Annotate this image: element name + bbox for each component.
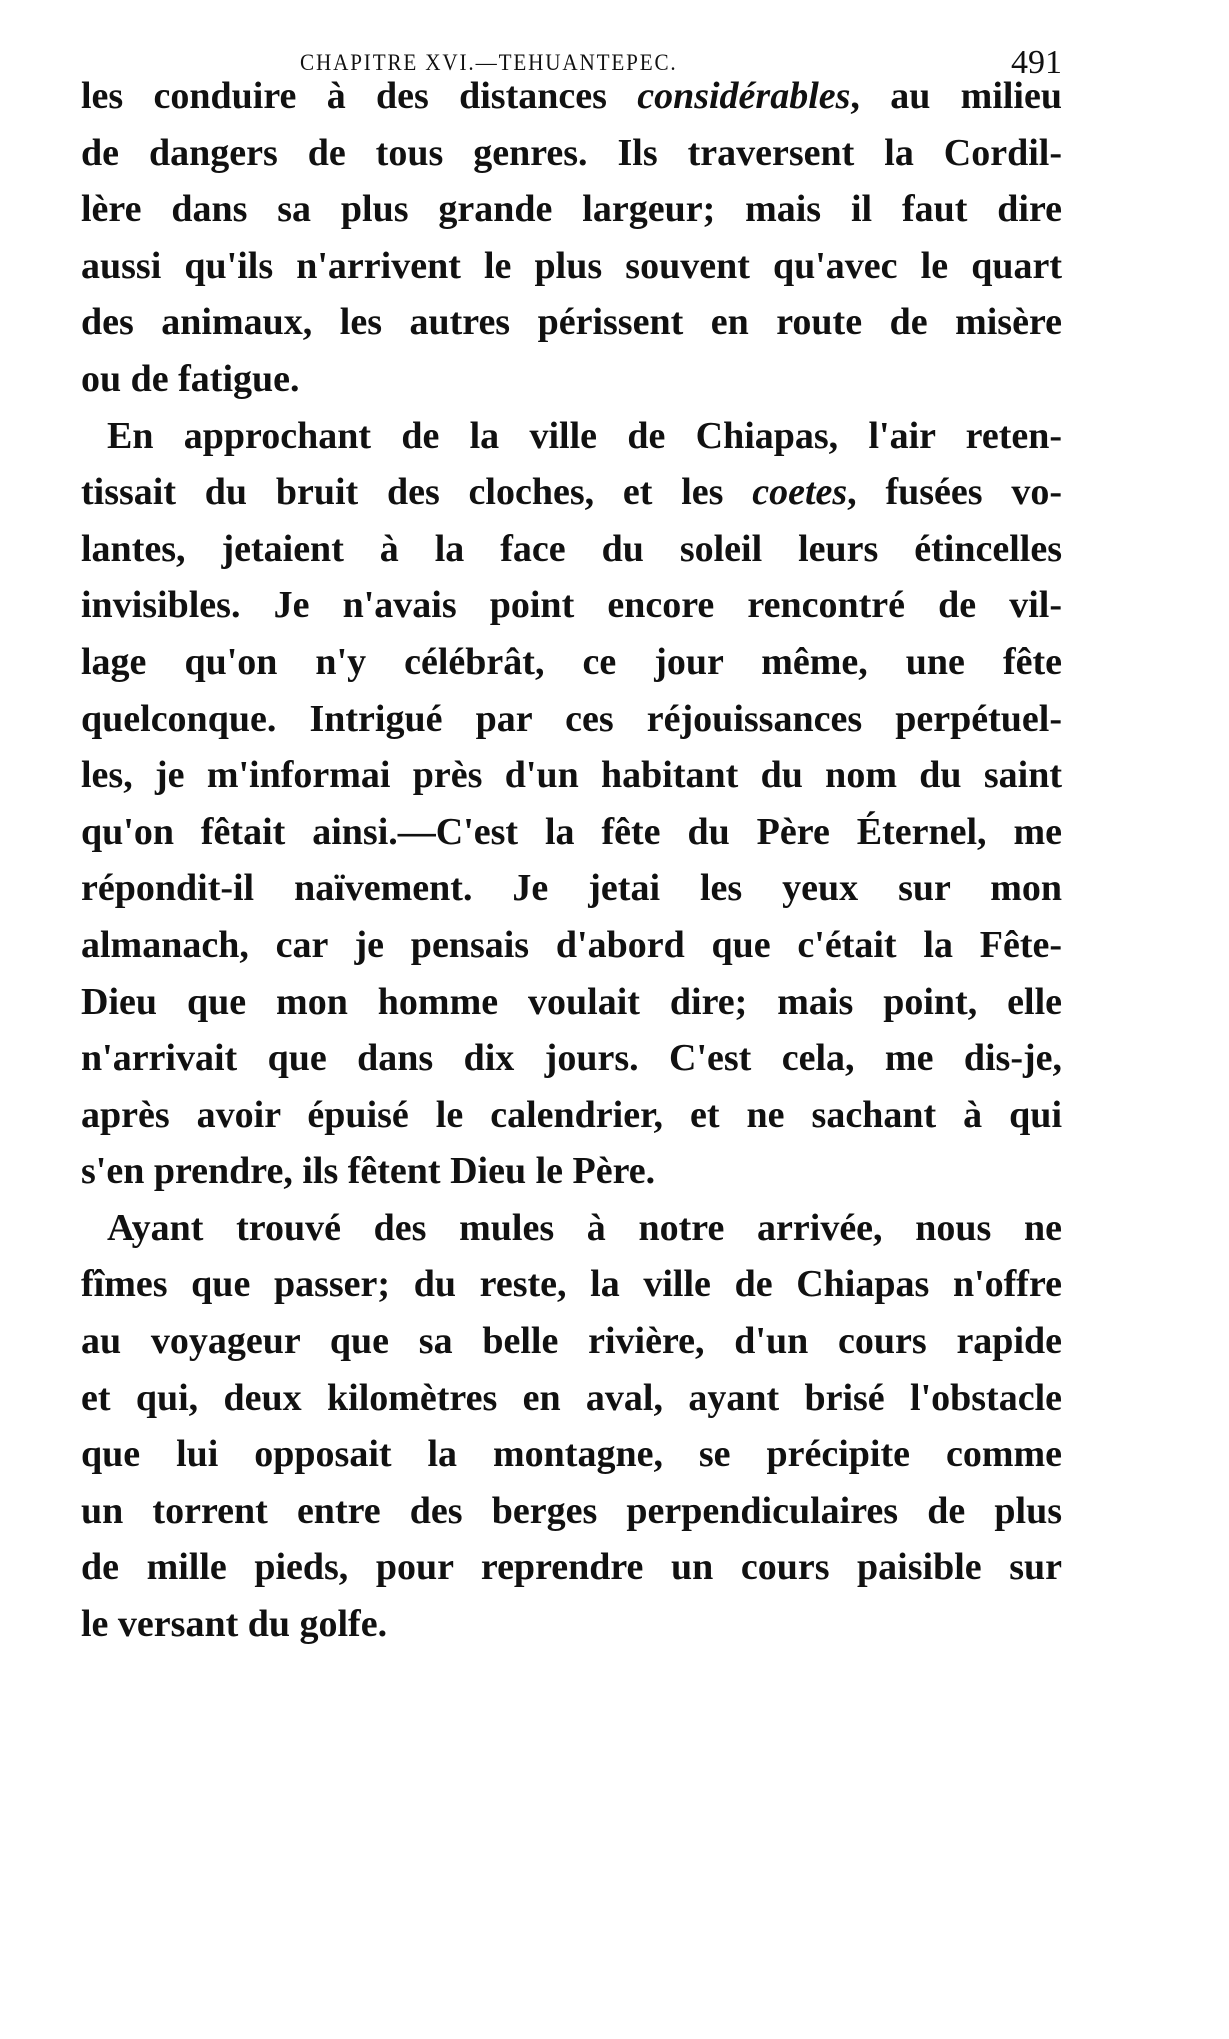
text-line <box>81 1143 1062 1200</box>
text-segment: tissait du bruit des cloches, et les <box>81 471 753 514</box>
text-line <box>81 860 1062 917</box>
text-line <box>81 577 1062 634</box>
text-segment: de dangers de tous genres. Ils traversent la Cordil- <box>81 131 1062 174</box>
body-text <box>81 68 1062 1653</box>
text-segment: au voyageur que sa belle rivière, d'un cours rapide <box>81 1320 1062 1363</box>
text-line <box>81 464 1062 521</box>
text-segment: des animaux, les autres périssent en route de misère <box>81 301 1062 344</box>
text-line <box>81 1313 1062 1370</box>
text-segment: almanach, car je pensais d'abord que c'était la Fête- <box>81 923 1062 966</box>
italic-text: coetes <box>752 471 848 514</box>
text-line <box>81 804 1062 861</box>
text-segment: , au milieu <box>850 75 1062 117</box>
text-segment: les conduire à des distances <box>81 75 638 117</box>
text-line <box>81 747 1062 804</box>
text-segment: fîmes que passer; du reste, la ville de Chiapas n'offre <box>81 1263 1062 1306</box>
text-line <box>81 974 1062 1031</box>
text-line <box>81 1030 1062 1087</box>
text-segment: invisibles. Je n'avais point encore rencontré de vil- <box>81 584 1062 627</box>
text-line <box>81 1596 1062 1653</box>
page-number: 491 <box>1011 44 1062 81</box>
text-segment: après avoir épuisé le calendrier, et ne sachant à qui <box>81 1093 1062 1136</box>
text-line <box>81 1539 1062 1596</box>
running-title: CHAPITRE XVI.—TEHUANTEPEC. <box>300 50 678 75</box>
italic-text: considérables <box>637 75 851 117</box>
text-line <box>81 351 1062 408</box>
text-segment: lère dans sa plus grande largeur; mais il faut dire <box>81 188 1062 231</box>
text-line <box>81 181 1062 238</box>
text-segment: n'arrivait que dans dix jours. C'est cela, me dis-je, <box>81 1037 1062 1080</box>
text-segment: Dieu que mon homme voulait dire; mais point, elle <box>81 980 1062 1023</box>
text-segment: En approchant de la ville de Chiapas, l'air reten- <box>107 414 1062 457</box>
text-segment: répondit-il naïvement. Je jetai les yeux sur mon <box>81 867 1062 910</box>
text-segment: que lui opposait la montagne, se précipite comme <box>81 1433 1062 1476</box>
text-segment: s'en prendre, ils fêtent Dieu le Père. <box>81 1150 656 1193</box>
text-line <box>81 294 1062 351</box>
text-segment: le versant du golfe. <box>81 1603 388 1646</box>
text-line <box>81 634 1062 691</box>
text-line <box>81 1087 1062 1144</box>
text-segment: un torrent entre des berges perpendiculaires de plus <box>81 1489 1062 1532</box>
text-segment: lage qu'on n'y célébrât, ce jour même, une fête <box>81 640 1062 683</box>
text-line <box>81 238 1062 295</box>
text-segment: ou de fatigue. <box>81 357 300 400</box>
text-line <box>81 125 1062 182</box>
text-line <box>81 1200 1062 1257</box>
text-segment: les, je m'informai près d'un habitant du nom du saint <box>81 754 1062 797</box>
text-line <box>81 408 1062 465</box>
text-line <box>81 1370 1062 1427</box>
text-line <box>81 917 1062 974</box>
text-line <box>81 1483 1062 1540</box>
text-line <box>81 1426 1062 1483</box>
text-line <box>81 1256 1062 1313</box>
text-segment: , fusées vo- <box>847 471 1062 514</box>
text-segment: quelconque. Intrigué par ces réjouissances perpétuel- <box>81 697 1062 740</box>
text-line <box>81 68 1062 125</box>
text-line <box>81 691 1062 748</box>
text-line <box>81 521 1062 578</box>
text-segment: aussi qu'ils n'arrivent le plus souvent qu'avec le quart <box>81 244 1062 287</box>
text-segment: Ayant trouvé des mules à notre arrivée, nous ne <box>107 1206 1062 1249</box>
text-segment: qu'on fêtait ainsi.—C'est la fête du Père Éternel, me <box>81 810 1062 853</box>
text-segment: de mille pieds, pour reprendre un cours paisible sur <box>81 1546 1062 1589</box>
text-segment: et qui, deux kilomètres en aval, ayant brisé l'obstacle <box>81 1376 1062 1419</box>
text-segment: lantes, jetaient à la face du soleil leurs étincelles <box>81 527 1062 570</box>
